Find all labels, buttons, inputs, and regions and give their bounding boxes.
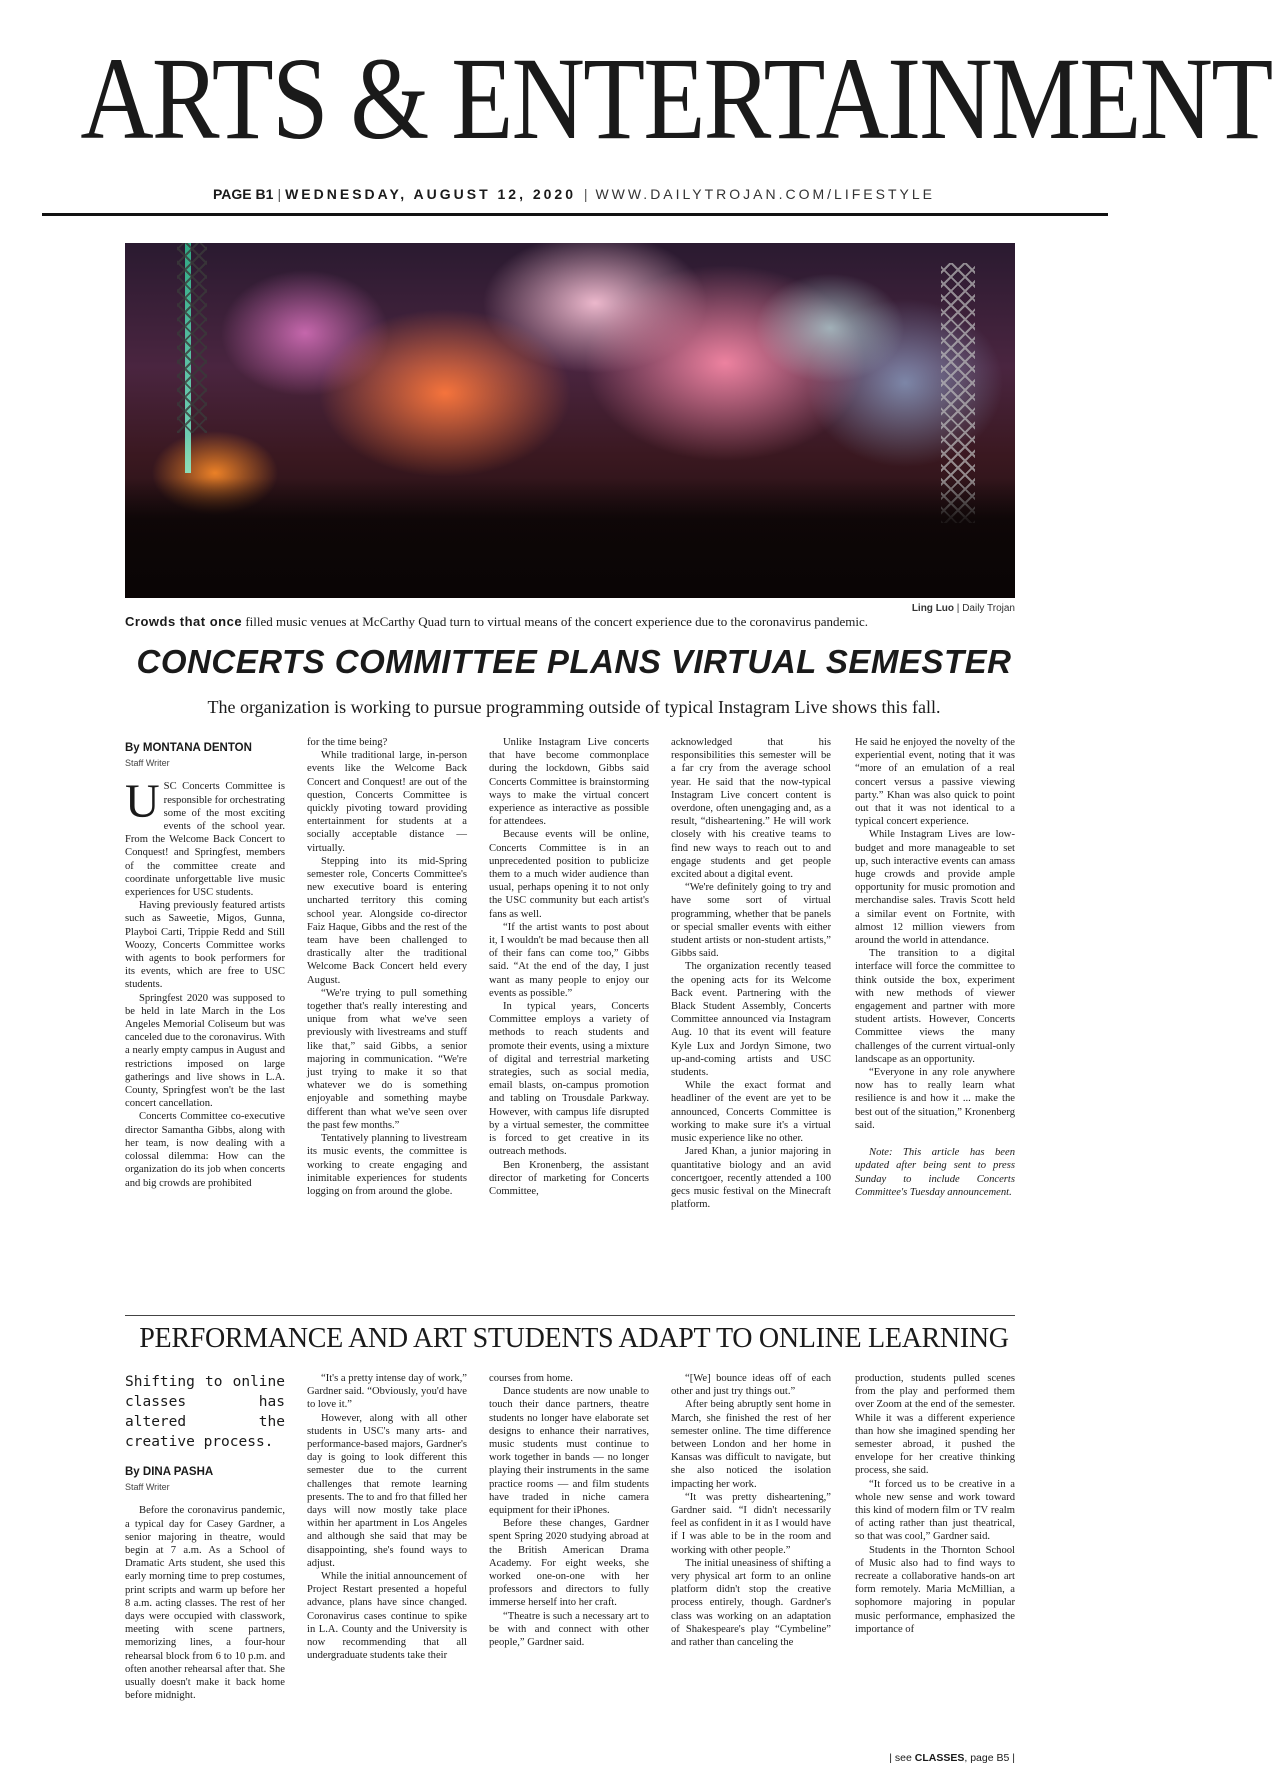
paragraph: Dance students are now unable to touch their dance partners, theatre students no longer have elaborate set designs to enhance their narratives, music students must continue to work together in bands — no longer playing their instruments in the same practice rooms — and film students have traded in niche camera equipment for their iPhones. [489, 1386, 649, 1517]
editor-note: Note: This article has been updated after being sent to press Sunday to include Concerts Committee's Tuesday announcement. [855, 1147, 1015, 1198]
paragraph: Tentatively planning to livestream its music events, the committee is working to create engaging and inimitable experiences for students logging on from around the globe. [307, 1133, 467, 1197]
paragraph: acknowledged that his responsibilities this semester will be a far cry from the average school year. He said that the now-typical Instagram Live concert content is overdone, often unengaging and, as a result, “disheartening.” He will work closely with his creative teams to find new ways to reach out to and engage students and get people excited about a digital event. [671, 737, 831, 881]
story1-column-4 [671, 736, 831, 1292]
paragraph: “It's a pretty intense day of work,” Gardner said. “Obviously, you'd have to love it.” [307, 1373, 467, 1411]
photo-credit: Ling Luo | Daily Trojan [911, 603, 1015, 614]
jump-prefix: see [894, 1752, 912, 1764]
paragraph: Students in the Thornton School of Music also had to find ways to recreate a collaborative hands-on art form remotely. Maria McMillian, a sophomore majoring in popular music performance, emphasized the importance of [855, 1544, 1015, 1635]
masthead: ARTS & ENTERTAINMENT [80, 33, 1272, 164]
photo-credit-name: Ling Luo [911, 603, 955, 614]
paragraph: The initial uneasiness of shifting a very physical art form to an online platform didn't stop the creative process entirely, though. Gardner's class was working on an adaptation of Shakespeare's play “Cymbeline” and rather than canceling the [671, 1557, 831, 1649]
jump-page: page B5 [970, 1752, 1010, 1764]
story1-column-2 [307, 736, 467, 1292]
section-url[interactable]: WWW.DAILYTROJAN.COM/LIFESTYLE [595, 186, 935, 202]
story2-column-5 [855, 1372, 1015, 1744]
story1-headline: CONCERTS COMMITTEE PLANS VIRTUAL SEMESTER [136, 643, 1012, 680]
concert-photo [125, 243, 1015, 598]
paragraph: Before these changes, Gardner spent Spring 2020 studying abroad at the British American Drama Academy. For eight weeks, she worked one-on-one with her professors and directors to fully immerse herself into her craft. [489, 1518, 649, 1609]
story1-column-5 [855, 736, 1015, 1292]
paragraph: SC Concerts Committee is responsible for orchestrating some of the most exciting events of the school year. From the Welcome Back Concert to Conquest! and Springfest, members of the committee create and coordinate unforgettable live music experiences for USC students. [125, 781, 285, 899]
divider: | [277, 186, 282, 202]
paragraph: Before the coronavirus pandemic, a typical day for Casey Gardner, a senior majoring in theatre, would begin at 7 a.m. As a School of Dramatic Arts student, she used this early morning time to prep costumes, print scripts and warm up before her 8 a.m. acting classes. The rest of her days were occupied with classwork, meeting with scene partners, memorizing lines, a four-hour rehearsal block from 6 to 10 p.m. and often another rehearsal after that. She usually doesn't make it back home before midnight. [125, 1505, 285, 1702]
jump-section: CLASSES [914, 1752, 965, 1764]
paragraph: While the initial announcement of Project Restart presented a hopeful advance, plans have since changed. Coronavirus cases continue to spike in L.A. County and the University is now recommending that all undergraduate students take their [307, 1571, 467, 1662]
paragraph: However, along with all other students in USC's many arts- and performance-based majors, Gardner's day is going to look different this semester due to the current challenges that remote learning presents. The to and fro that filled her days will now mostly take place within her apartment in Los Angeles and although she said that may be disappointing, she's found ways to adjust. [307, 1412, 467, 1569]
dateline [0, 186, 1148, 202]
header-rule [42, 213, 1108, 216]
story2-column-3 [489, 1372, 649, 1750]
paragraph: Springfest 2020 was supposed to be held in late March in the Los Angeles Memorial Coliseum but was canceled due to the coronavirus. With a nearly empty campus in August and restrictions imposed on large gatherings and live shows in L.A. County, Springfest won't be the last concert cancellation. [125, 992, 285, 1110]
byline: By MONTANA DENTON [125, 742, 252, 754]
byline-role: Staff Writer [125, 1482, 170, 1493]
jump-line[interactable]: | see CLASSES, page B5 | [889, 1752, 1015, 1764]
story2-kicker: Shifting to online classes has altered the creative process. [125, 1374, 285, 1450]
page-number: PAGE B1 [213, 186, 274, 202]
paragraph: for the time being? [307, 737, 388, 748]
paragraph: Having previously featured artists such as Saweetie, Migos, Gunna, Playboi Carti, Trippie Redd and Still Woozy, Concerts Committee works with agents to book performers for its events, which are free to USC students. [125, 900, 285, 991]
byline: By DINA PASHA [125, 1466, 214, 1478]
story1-column-3 [489, 736, 649, 1292]
paragraph: Ben Kronenberg, the assistant director of marketing for Concerts Committee, [489, 1159, 649, 1197]
crowd-silhouette [125, 478, 1015, 598]
story2-column-1 [125, 1372, 285, 1750]
caption-text: filled music venues at McCarthy Quad turn to virtual means of the concert experience due to the coronavirus pandemic. [245, 614, 869, 629]
story2-column-4 [671, 1372, 831, 1750]
divider: | [580, 186, 592, 202]
paragraph: “Theatre is such a necessary art to be with and connect with other people,” Gardner said. [489, 1610, 649, 1649]
byline-role: Staff Writer [125, 758, 170, 769]
story1-dek: The organization is working to pursue programming outside of typical Instagram Live shows this fall. [207, 697, 941, 717]
paragraph: Unlike Instagram Live concerts that have become commonplace during the lockdown, Gibbs said Concerts Committee is brainstorming ways to make the virtual concert experience as interactive as possible for attendees. [489, 737, 649, 828]
paragraph: “If the artist wants to post about it, I wouldn't be mad because then all of their fans can come too,” Gibbs said. “At the end of the day, I just want as many people to enjoy our events as possible.” [489, 921, 649, 999]
paragraph: While the exact format and headliner of the event are yet to be announced, Concerts Committee is working to make sure it's a virtual music experience like no other. [671, 1080, 831, 1145]
story2-column-2 [307, 1372, 467, 1750]
paragraph: The transition to a digital interface will force the committee to think outside the box, experiment with new methods of viewer engagement and partner with more student artists. However, Concerts Committee views the many challenges of the current virtual-only landscape as an opportunity. [855, 948, 1015, 1065]
story1-column-1 [125, 742, 285, 1292]
section-rule [125, 1315, 1015, 1316]
stage-truss-left [177, 243, 207, 433]
paragraph: Stepping into its mid-Spring semester role, Concerts Committee's new executive board is entering uncharted territory this coming school year. Alongside co-director Faiz Haque, Gibbs and the rest of the team have been challenged to drastically alter the traditional Welcome Back Concert held every August. [307, 855, 467, 986]
issue-date: WEDNESDAY, AUGUST 12, 2020 [285, 186, 577, 202]
paragraph: After being abruptly sent home in March, she finished the rest of her semester online. The time difference between London and her home in Kansas was difficult to navigate, but she also noticed the isolation impacting her work. [671, 1399, 831, 1490]
paragraph: “We're trying to pull something together that's really interesting and unique from what we've seen previously with livestreams and stuff like that,” said Gibbs, a senior majoring in communication. “We're just trying to make it so that whatever we do is something enjoyable and something maybe different than what we've seen over the past few months.” [307, 987, 467, 1131]
photo-credit-org: Daily Trojan [962, 603, 1015, 614]
paragraph: “[We] bounce ideas off of each other and just try things out.” [671, 1373, 831, 1398]
paragraph: “Everyone in any role anywhere now has to really learn what resilience is and how it ... make the best out of the situation,” Kronenberg said. [855, 1067, 1015, 1131]
paragraph: courses from home. [489, 1373, 573, 1384]
paragraph: Concerts Committee co-executive director Samantha Gibbs, along with her team, is now dealing with a colossal dilemma: How can the organization do its job when concerts and big crowds are prohibited [125, 1111, 285, 1189]
paragraph: Jared Khan, a junior majoring in quantitative biology and an avid concertgoer, recently attended a 100 gecs music festival on the Minecraft platform. [671, 1146, 831, 1211]
caption-lead: Crowds that once [125, 614, 243, 629]
paragraph: “It was pretty disheartening,” Gardner said. “I didn't necessarily feel as confident in it as I would have if I was able to be in the room and working with other people.” [671, 1491, 831, 1556]
paragraph: Because events will be online, Concerts Committee is in an unprecedented position to publicize them to a much wider audience than usual, perhaps opening it to not only the USC community but each artist's fans as well. [489, 829, 649, 920]
stage-screen [755, 273, 905, 383]
paragraph: In typical years, Concerts Committee employs a variety of methods to reach students and promote their events, using a mixture of digital and terrestrial marketing strategies, such as social media, email blasts, on-campus promotion and tabling on Trousdale Parkway. However, with campus life disrupted by a virtual semester, the committee is forced to get creative in its outreach methods. [489, 1001, 649, 1158]
paragraph: “It forced us to be creative in a whole new sense and work toward this kind of modern film or TV realm of acting rather than just theatrical, so that was cool,” Gardner said. [855, 1478, 1015, 1543]
paragraph: “We're definitely going to try and have some sort of virtual programming, whether that be panels or special smaller events with either student artists or non-student artists,” Gibbs said. [671, 882, 831, 960]
story2-headline: PERFORMANCE AND ART STUDENTS ADAPT TO ONLINE LEARNING [139, 1323, 1009, 1354]
paragraph: production, students pulled scenes from the play and performed them over Zoom at the end of the semester. While it was a different experience than how she imagined spending her semester abroad, it pushed the envelope for her creative thinking process, she said. [855, 1373, 1015, 1477]
paragraph: While Instagram Lives are low-budget and more manageable to set up, such interactive events can amass huge crowds and provide ample opportunity for music promotion and merchandise sales. Travis Scott held a similar event on Fortnite, with almost 12 million viewers from around the world in attendance. [855, 829, 1015, 947]
paragraph: While traditional large, in-person events like the Welcome Back Concert and Conquest! are out of the question, Concerts Committee is quickly pivoting toward providing entertainment for students at a socially acceptable distance — virtually. [307, 750, 467, 854]
photo-caption [125, 614, 1015, 630]
paragraph: The organization recently teased the opening acts for its Welcome Back event. Partnering with the Black Student Assembly, Concerts Committee announced via Instagram Aug. 10 that its event will feature Kyle Lux and Jordyn Simone, two up-and-coming artists and USC students. [671, 961, 831, 1079]
paragraph: He said he enjoyed the novelty of the experiential event, noting that it was “more of an emulation of a real concert versus a passive viewing party.” Khan was also quick to point out that it was not identical to a typical concert experience. [855, 737, 1015, 828]
drop-cap: U [125, 775, 160, 829]
